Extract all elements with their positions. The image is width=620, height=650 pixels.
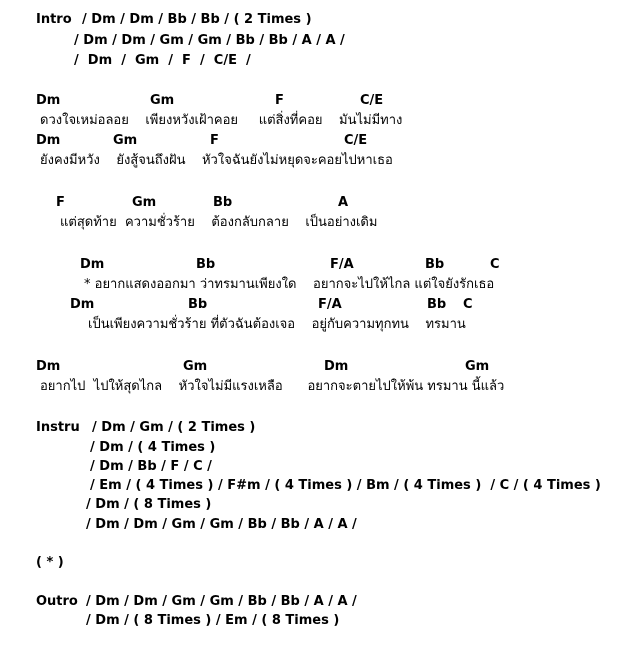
chord: F/A — [330, 257, 354, 272]
chord: Dm — [70, 297, 95, 312]
instru-line: / Em / ( 4 Times ) / F#m / ( 4 Times ) / Bm / ( 4 Times ) / C / ( 4 Times ) — [90, 478, 601, 493]
chord: Bb — [213, 195, 233, 210]
intro-label: Intro — [36, 12, 72, 27]
instru-line: / Dm / ( 8 Times ) — [86, 497, 212, 512]
chord: C/E — [344, 133, 368, 148]
chord: Dm — [36, 359, 61, 374]
chord: F — [56, 195, 65, 210]
lyric-line: ยังคงมีหวัง ยังสู้จนถึงฝัน หัวใจฉันยังไม่หยุดจะคอยไปหาเธอ — [40, 153, 393, 168]
intro-line-1: / Dm / Dm / Bb / Bb / ( 2 Times ) — [82, 12, 312, 27]
chord: Gm — [132, 195, 157, 210]
chord: C — [463, 297, 473, 312]
chord: F — [275, 93, 284, 108]
chord: Bb — [196, 257, 216, 272]
instru-line: / Dm / Gm / ( 2 Times ) — [92, 420, 256, 435]
chord: Bb — [188, 297, 208, 312]
chord: F/A — [318, 297, 342, 312]
intro-line-3: / Dm / Gm / F / C/E / — [74, 53, 251, 68]
chord: Gm — [465, 359, 490, 374]
instru-line: / Dm / Dm / Gm / Gm / Bb / Bb / A / A / — [86, 517, 357, 532]
chord: Gm — [113, 133, 138, 148]
outro-line-2: / Dm / ( 8 Times ) / Em / ( 8 Times ) — [86, 613, 340, 628]
instru-line: / Dm / Bb / F / C / — [90, 459, 212, 474]
chord: C — [490, 257, 500, 272]
chord: A — [338, 195, 349, 210]
lyric-line: เป็นเพียงความชั่วร้าย ที่ตัวฉันต้องเจอ อยู่กับความทุกทน ทรมาน — [88, 317, 466, 332]
chord: F — [210, 133, 219, 148]
chord: Dm — [324, 359, 349, 374]
chord: Bb — [427, 297, 447, 312]
lyric-line: ดวงใจเหม่อลอย เพียงหวังเฝ้าคอย แต่สิ่งที่คอย มันไม่มีทาง — [40, 113, 403, 128]
lyric-line: * อยากแสดงออกมา ว่าทรมานเพียงใด อยากจะไปให้ไกล แต่ใจยังรักเธอ — [84, 277, 495, 292]
instru-line: / Dm / ( 4 Times ) — [90, 440, 216, 455]
instru-label: Instru — [36, 420, 80, 435]
chord: Dm — [36, 133, 61, 148]
chord: Bb — [425, 257, 445, 272]
chord: Gm — [150, 93, 175, 108]
chord: C/E — [360, 93, 384, 108]
intro-line-2: / Dm / Dm / Gm / Gm / Bb / Bb / A / A / — [74, 33, 345, 48]
chord: Dm — [36, 93, 61, 108]
chord: Dm — [80, 257, 105, 272]
outro-label: Outro — [36, 594, 78, 609]
outro-line-1: / Dm / Dm / Gm / Gm / Bb / Bb / A / A / — [86, 594, 357, 609]
chord: Gm — [183, 359, 208, 374]
repeat-marker: ( * ) — [36, 555, 64, 570]
lyric-line: แต่สุดท้าย ความชั่วร้าย ต้องกลับกลาย เป็นอย่างเดิม — [60, 215, 378, 230]
lyric-line: อยากไป ไปให้สุดไกล หัวใจไม่มีแรงเหลือ อยากจะตายไปให้พ้น ทรมาน นี้แล้ว — [40, 379, 505, 394]
